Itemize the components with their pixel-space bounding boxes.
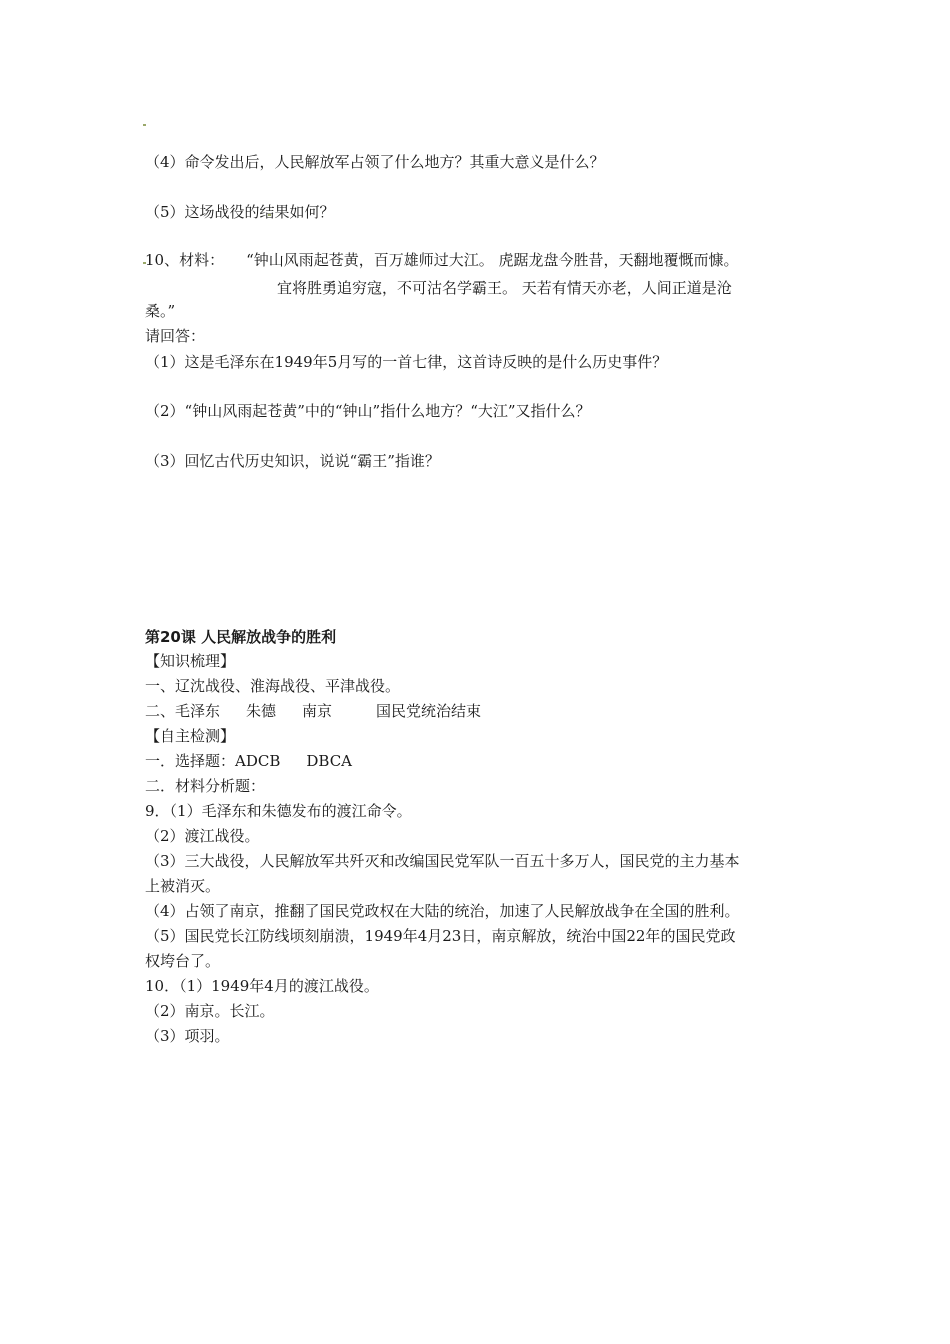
answer-9-5a: （5）国民党长江防线顷刻崩溃，1949年4月23日，南京解放，统治中国22年的国民党政 xyxy=(145,927,736,945)
question-5: （5）这场战役的结果如何？ xyxy=(145,203,335,221)
material-10-q1: （1）这是毛泽东在1949年5月写的一首七律，这首诗反映的是什么历史事件？ xyxy=(145,353,668,371)
question-4: （4）命令发出后，人民解放军占领了什么地方？其重大意义是什么？ xyxy=(145,153,605,171)
self-test-header: 【自主检测】 xyxy=(145,727,236,745)
answer-9-5b: 权垮台了。 xyxy=(145,952,221,970)
material-10-q2: （2）“钟山风雨起苍黄”中的“钟山”指什么地方？“大江”又指什么？ xyxy=(145,402,591,420)
lesson-title: 第20课 人民解放战争的胜利 xyxy=(145,628,337,646)
poem-line-2: 宜将胜勇追穷寇，不可沽名学霸王。 天若有情天亦老，人间正道是沧 xyxy=(277,279,732,297)
knowledge-1: 一、辽沈战役、淮海战役、平津战役。 xyxy=(145,677,401,695)
material-10-intro: 10、材料： xyxy=(145,251,225,269)
knowledge-2-b: 朱德 xyxy=(246,702,277,720)
knowledge-2-d: 国民党统治结束 xyxy=(376,702,482,720)
answer-9-4: （4）占领了南京，推翻了国民党政权在大陆的统治，加速了人民解放战争在全国的胜利。 xyxy=(145,902,740,920)
self-test-1 xyxy=(145,751,352,771)
answer-10-3: （3）项羽。 xyxy=(145,1027,230,1045)
answer-10-2: （2）南京。长江。 xyxy=(145,1002,275,1020)
material-10-q3: （3）回忆古代历史知识，说说“霸王”指谁？ xyxy=(145,452,440,470)
poem-line-3: 桑。” xyxy=(145,302,176,320)
knowledge-2-a: 二、毛泽东 xyxy=(145,702,221,720)
self-test-1-a: 一．选择题：ADCB xyxy=(145,752,281,770)
self-test-1-b: DBCA xyxy=(306,752,353,770)
material-10-line1 xyxy=(145,250,739,270)
answer-9-3b: 上被消灭。 xyxy=(145,877,221,895)
answer-9-1: 9．（1）毛泽东和朱德发布的渡江命令。 xyxy=(145,802,412,820)
answer-10-1: 10．（1）1949年4月的渡江战役。 xyxy=(145,977,379,995)
knowledge-2 xyxy=(145,701,481,721)
answer-prompt: 请回答： xyxy=(145,327,206,345)
mark-dot xyxy=(143,124,146,126)
knowledge-2-c: 南京 xyxy=(302,702,333,720)
knowledge-header: 【知识梳理】 xyxy=(145,652,236,670)
answer-9-3a: （3）三大战役，人民解放军共歼灭和改编国民党军队一百五十多万人，国民党的主力基本 xyxy=(145,852,740,870)
self-test-2: 二．材料分析题： xyxy=(145,777,266,795)
poem-line-1: “钟山风雨起苍黄，百万雄师过大江。 虎踞龙盘今胜昔，天翻地覆慨而慷。 xyxy=(246,251,739,269)
answer-9-2: （2）渡江战役。 xyxy=(145,827,260,845)
